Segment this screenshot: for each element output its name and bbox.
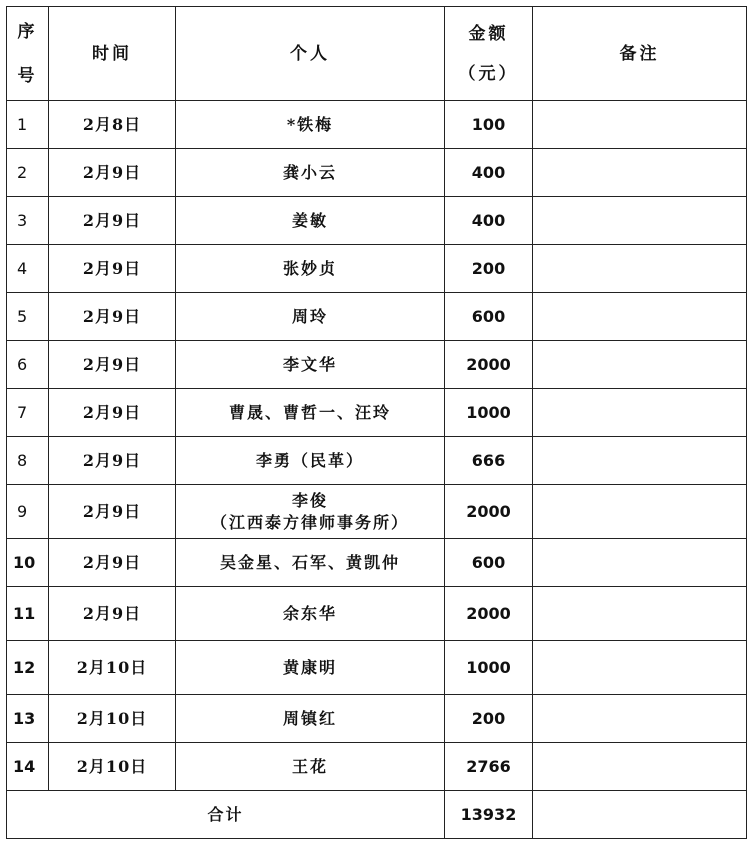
cell-note bbox=[533, 341, 747, 389]
cell-date: 2月10日 bbox=[49, 743, 176, 791]
cell-date: 2月9日 bbox=[49, 149, 176, 197]
cell-amount: 2000 bbox=[445, 587, 533, 641]
header-date: 时间 bbox=[49, 7, 176, 101]
cell-note bbox=[533, 197, 747, 245]
cell-date: 2月9日 bbox=[49, 245, 176, 293]
cell-person-line2: （江西泰方律师事务所） bbox=[210, 512, 409, 532]
header-seq-line1: 序 bbox=[17, 21, 38, 42]
header-amount bbox=[445, 7, 533, 101]
cell-amount: 2766 bbox=[445, 743, 533, 791]
cell-date: 2月9日 bbox=[49, 197, 176, 245]
cell-amount: 200 bbox=[445, 695, 533, 743]
cell-person: 吴金星、石军、黄凯仲 bbox=[176, 539, 445, 587]
table-row bbox=[7, 197, 747, 245]
cell-person: 周玲 bbox=[176, 293, 445, 341]
cell-seq: 12 bbox=[7, 641, 49, 695]
cell-person: 黄康明 bbox=[176, 641, 445, 695]
table-row bbox=[7, 389, 747, 437]
cell-seq: 10 bbox=[7, 539, 49, 587]
header-note: 备注 bbox=[533, 7, 747, 101]
cell-seq: 11 bbox=[7, 587, 49, 641]
cell-person-line1: 李俊 bbox=[291, 490, 328, 510]
cell-note bbox=[533, 437, 747, 485]
cell-note bbox=[533, 245, 747, 293]
cell-date: 2月8日 bbox=[49, 101, 176, 149]
table-row bbox=[7, 293, 747, 341]
cell-person: 张妙贞 bbox=[176, 245, 445, 293]
cell-seq: 3 bbox=[7, 197, 49, 245]
cell-note bbox=[533, 539, 747, 587]
cell-seq: 13 bbox=[7, 695, 49, 743]
cell-date: 2月10日 bbox=[49, 695, 176, 743]
cell-person: 余东华 bbox=[176, 587, 445, 641]
header-seq bbox=[7, 7, 49, 101]
cell-seq: 6 bbox=[7, 341, 49, 389]
cell-amount: 200 bbox=[445, 245, 533, 293]
cell-person: 李文华 bbox=[176, 341, 445, 389]
cell-seq: 5 bbox=[7, 293, 49, 341]
table-row bbox=[7, 587, 747, 641]
table-row bbox=[7, 341, 747, 389]
cell-person: 王花 bbox=[176, 743, 445, 791]
cell-amount: 400 bbox=[445, 197, 533, 245]
cell-person: 周镇红 bbox=[176, 695, 445, 743]
cell-seq: 9 bbox=[7, 485, 49, 539]
cell-date: 2月9日 bbox=[49, 293, 176, 341]
cell-seq: 14 bbox=[7, 743, 49, 791]
cell-date: 2月9日 bbox=[49, 341, 176, 389]
cell-note bbox=[533, 587, 747, 641]
cell-seq: 4 bbox=[7, 245, 49, 293]
cell-date: 2月9日 bbox=[49, 539, 176, 587]
total-note bbox=[533, 791, 747, 839]
cell-person: 姜敏 bbox=[176, 197, 445, 245]
cell-person: 龚小云 bbox=[176, 149, 445, 197]
cell-seq: 2 bbox=[7, 149, 49, 197]
cell-date: 2月9日 bbox=[49, 389, 176, 437]
cell-amount: 1000 bbox=[445, 389, 533, 437]
cell-seq: 7 bbox=[7, 389, 49, 437]
header-amount-line1: 金额 bbox=[468, 23, 509, 44]
cell-date: 2月10日 bbox=[49, 641, 176, 695]
cell-date: 2月9日 bbox=[49, 587, 176, 641]
table-row bbox=[7, 743, 747, 791]
cell-note bbox=[533, 101, 747, 149]
cell-seq: 8 bbox=[7, 437, 49, 485]
total-amount: 13932 bbox=[445, 791, 533, 839]
cell-note bbox=[533, 293, 747, 341]
cell-note bbox=[533, 743, 747, 791]
cell-note bbox=[533, 149, 747, 197]
total-row bbox=[7, 791, 747, 839]
cell-note bbox=[533, 389, 747, 437]
cell-note bbox=[533, 695, 747, 743]
cell-person: *铁梅 bbox=[176, 101, 445, 149]
table-row bbox=[7, 101, 747, 149]
header-row bbox=[7, 7, 747, 101]
cell-person bbox=[176, 485, 445, 539]
cell-amount: 2000 bbox=[445, 341, 533, 389]
cell-amount: 600 bbox=[445, 539, 533, 587]
cell-amount: 666 bbox=[445, 437, 533, 485]
donation-table bbox=[6, 6, 747, 839]
cell-amount: 2000 bbox=[445, 485, 533, 539]
cell-note bbox=[533, 485, 747, 539]
cell-note bbox=[533, 641, 747, 695]
table-row bbox=[7, 485, 747, 539]
table-row bbox=[7, 695, 747, 743]
header-amount-line2: （元） bbox=[458, 63, 519, 84]
cell-person: 曹晟、曹哲一、汪玲 bbox=[176, 389, 445, 437]
table-row bbox=[7, 539, 747, 587]
cell-amount: 100 bbox=[445, 101, 533, 149]
table-row bbox=[7, 245, 747, 293]
cell-date: 2月9日 bbox=[49, 437, 176, 485]
cell-date: 2月9日 bbox=[49, 485, 176, 539]
header-seq-line2: 号 bbox=[17, 65, 38, 86]
header-person: 个人 bbox=[176, 7, 445, 101]
table-row bbox=[7, 641, 747, 695]
cell-amount: 1000 bbox=[445, 641, 533, 695]
total-label: 合计 bbox=[7, 791, 445, 839]
table-row bbox=[7, 437, 747, 485]
cell-seq: 1 bbox=[7, 101, 49, 149]
cell-amount: 400 bbox=[445, 149, 533, 197]
table-row bbox=[7, 149, 747, 197]
cell-amount: 600 bbox=[445, 293, 533, 341]
cell-person: 李勇（民革） bbox=[176, 437, 445, 485]
